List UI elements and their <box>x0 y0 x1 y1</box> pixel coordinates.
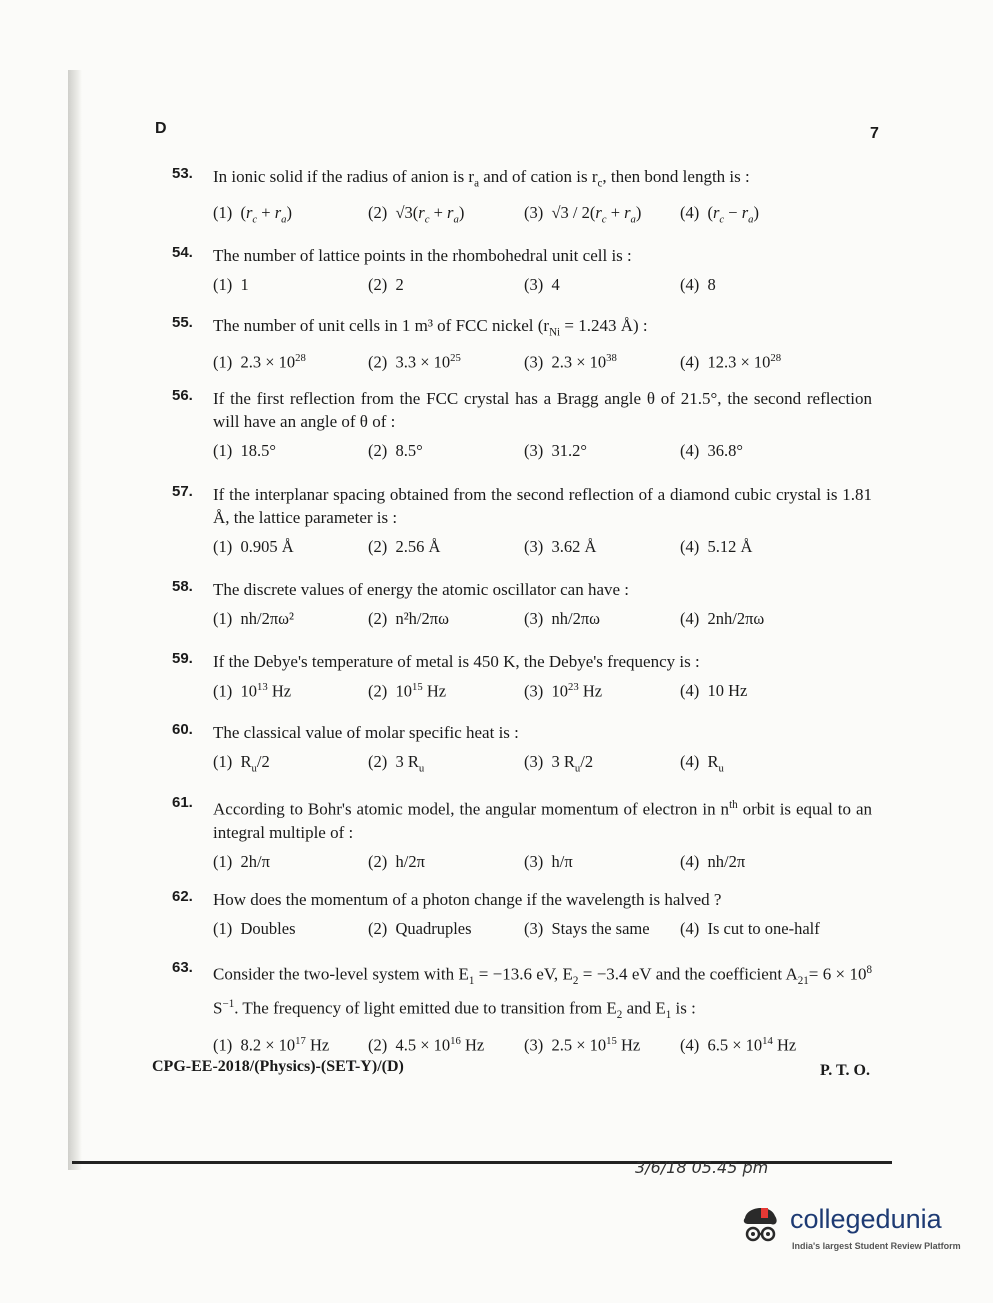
question-stem: Consider the two-level system with $E_1 = -13.6$ eV, $E_2 = -3.4$ eV and the coefficient $A_{21}= 6 \times 10^8$ $S^{-1}$. The frequency of light emitted due to transition from $E_2$ and $E_1$ is : <box>213 964 872 1022</box>
option-4: (4) $(r_c - r_a)$ <box>680 203 760 226</box>
options-row <box>213 352 872 376</box>
option-2: (2) 8.5° <box>368 441 423 460</box>
option-4: (4) 5.12 Å <box>680 537 753 556</box>
please-turn-over: P. T. O. <box>820 1062 870 1079</box>
options-row <box>213 752 872 776</box>
option-4: (4) $R_u$ <box>680 752 724 775</box>
options-row <box>213 275 872 299</box>
question-stem: The number of lattice points in the rhombohedral unit cell is : <box>213 246 632 265</box>
option-2: (2) n²h/2πω <box>368 609 449 628</box>
question-55 <box>172 314 872 376</box>
option-1: (1) 18.5° <box>213 441 276 460</box>
paper-code: CPG-EE-2018/(Physics)-(SET-Y)/(D) <box>152 1058 404 1075</box>
question-number: 56. <box>172 387 193 404</box>
question-53 <box>172 165 872 227</box>
options-row <box>213 1035 872 1059</box>
option-3: (3) h/π <box>524 851 573 871</box>
question-stem: In ionic solid if the radius of anion is $r_a$ and of cation is $r_c$, then bond length is : <box>213 167 750 190</box>
option-3: (3) 3 $R_u/2$ <box>524 752 594 775</box>
option-2: (2) $4.5 \times 10^{16}$ Hz <box>368 1035 485 1055</box>
option-1: (1) $10^{13}$ Hz <box>213 681 292 701</box>
brand-name: collegedunia <box>790 1204 942 1234</box>
question-56 <box>172 387 872 465</box>
options-row <box>213 681 872 705</box>
scan-edge <box>68 70 82 1170</box>
options-row <box>213 852 872 876</box>
option-4: (4) 8 <box>680 275 716 294</box>
question-stem: If the first reflection from the FCC crystal has a Bragg angle θ of 21.5°, the second reflection will have an angle of θ of : <box>213 389 872 431</box>
bottom-rule <box>72 1161 892 1164</box>
question-number: 54. <box>172 244 193 261</box>
option-2: (2) h/2π <box>368 851 425 871</box>
option-1: (1) $R_u/2$ <box>213 752 270 775</box>
question-63 <box>172 959 872 1059</box>
question-number: 57. <box>172 483 193 500</box>
option-1: (1) Doubles <box>213 919 296 938</box>
question-60 <box>172 721 872 776</box>
option-3: (3) 4 <box>524 275 560 294</box>
option-4: (4) Is cut to one-half <box>680 919 820 938</box>
question-number: 61. <box>172 794 193 811</box>
question-number: 53. <box>172 165 193 182</box>
question-stem: According to Bohr's atomic model, the angular momentum of electron in $n^{th}$ orbit is equal to an integral multiple of : <box>213 799 872 842</box>
handwritten-note: 3/6/18 05.45 pm <box>635 1158 769 1177</box>
option-3: (3) $√3 / 2(r_c + r_a)$ <box>524 203 642 226</box>
option-3: (3) $10^{23}$ Hz <box>524 681 603 701</box>
question-61 <box>172 794 872 876</box>
question-stem: The classical value of molar specific heat is : <box>213 723 519 742</box>
option-1: (1) 0.905 Å <box>213 537 294 556</box>
option-1: (1) $(r_c + r_a)$ <box>213 203 293 226</box>
options-row <box>213 441 872 465</box>
option-4: (4) 2nh/2πω <box>680 609 765 628</box>
question-stem: The discrete values of energy the atomic oscillator can have : <box>213 580 630 599</box>
option-3: (3) $2.5 \times 10^{15}$ Hz <box>524 1035 641 1055</box>
option-4: (4) $12.3 \times 10^{28}$ <box>680 352 782 372</box>
mascot-icon <box>735 1200 787 1252</box>
option-2: (2) 2 <box>368 275 404 294</box>
option-1: (1) $8.2 \times 10^{17}$ Hz <box>213 1035 330 1055</box>
option-2: (2) $√3(r_c + r_a)$ <box>368 203 465 226</box>
brand-tagline: India's largest Student Review Platform <box>792 1241 961 1251</box>
option-1: (1) 1 <box>213 275 249 294</box>
question-number: 60. <box>172 721 193 738</box>
question-stem: If the interplanar spacing obtained from the second reflection of a diamond cubic crystal is 1.81 Å, the lattice parameter is : <box>213 485 872 527</box>
question-54 <box>172 244 872 299</box>
question-58 <box>172 578 872 633</box>
option-3: (3) nh/2πω <box>524 609 601 628</box>
question-stem: If the Debye's temperature of metal is 450 K, the Debye's frequency is : <box>213 652 700 671</box>
page-number: 7 <box>870 125 879 142</box>
option-1: (1) nh/2πω² <box>213 609 294 628</box>
option-2: (2) 3 $R_u$ <box>368 752 425 775</box>
options-row <box>213 203 872 227</box>
question-59 <box>172 650 872 705</box>
question-number: 58. <box>172 578 193 595</box>
option-1: (1) 2h/π <box>213 851 270 871</box>
question-stem: The number of unit cells in 1 m³ of FCC nickel ($r_{Ni} = 1.243$ Å) : <box>213 316 648 339</box>
option-3: (3) $2.3 \times 10^{38}$ <box>524 352 617 372</box>
option-2: (2) 2.56 Å <box>368 537 441 556</box>
options-row <box>213 537 872 561</box>
option-4: (4) nh/2π <box>680 851 746 871</box>
option-4: (4) 36.8° <box>680 441 743 460</box>
options-row <box>213 609 872 633</box>
question-number: 55. <box>172 314 193 331</box>
option-4: (4) $6.5 \times 10^{14}$ Hz <box>680 1035 797 1055</box>
brand-logo <box>735 1200 965 1260</box>
option-2: (2) $3.3 \times 10^{25}$ <box>368 352 461 372</box>
question-stem: How does the momentum of a photon change if the wavelength is halved ? <box>213 890 722 909</box>
option-3: (3) 3.62 Å <box>524 537 597 556</box>
option-4: (4) 10 Hz <box>680 681 748 700</box>
set-letter: D <box>155 120 167 137</box>
question-number: 63. <box>172 959 193 976</box>
option-3: (3) Stays the same <box>524 919 650 938</box>
question-62 <box>172 888 872 943</box>
option-3: (3) 31.2° <box>524 441 587 460</box>
question-number: 62. <box>172 888 193 905</box>
option-2: (2) $10^{15}$ Hz <box>368 681 447 701</box>
option-1: (1) $2.3 \times 10^{28}$ <box>213 352 306 372</box>
question-number: 59. <box>172 650 193 667</box>
question-57 <box>172 483 872 561</box>
option-2: (2) Quadruples <box>368 919 472 938</box>
options-row <box>213 919 872 943</box>
